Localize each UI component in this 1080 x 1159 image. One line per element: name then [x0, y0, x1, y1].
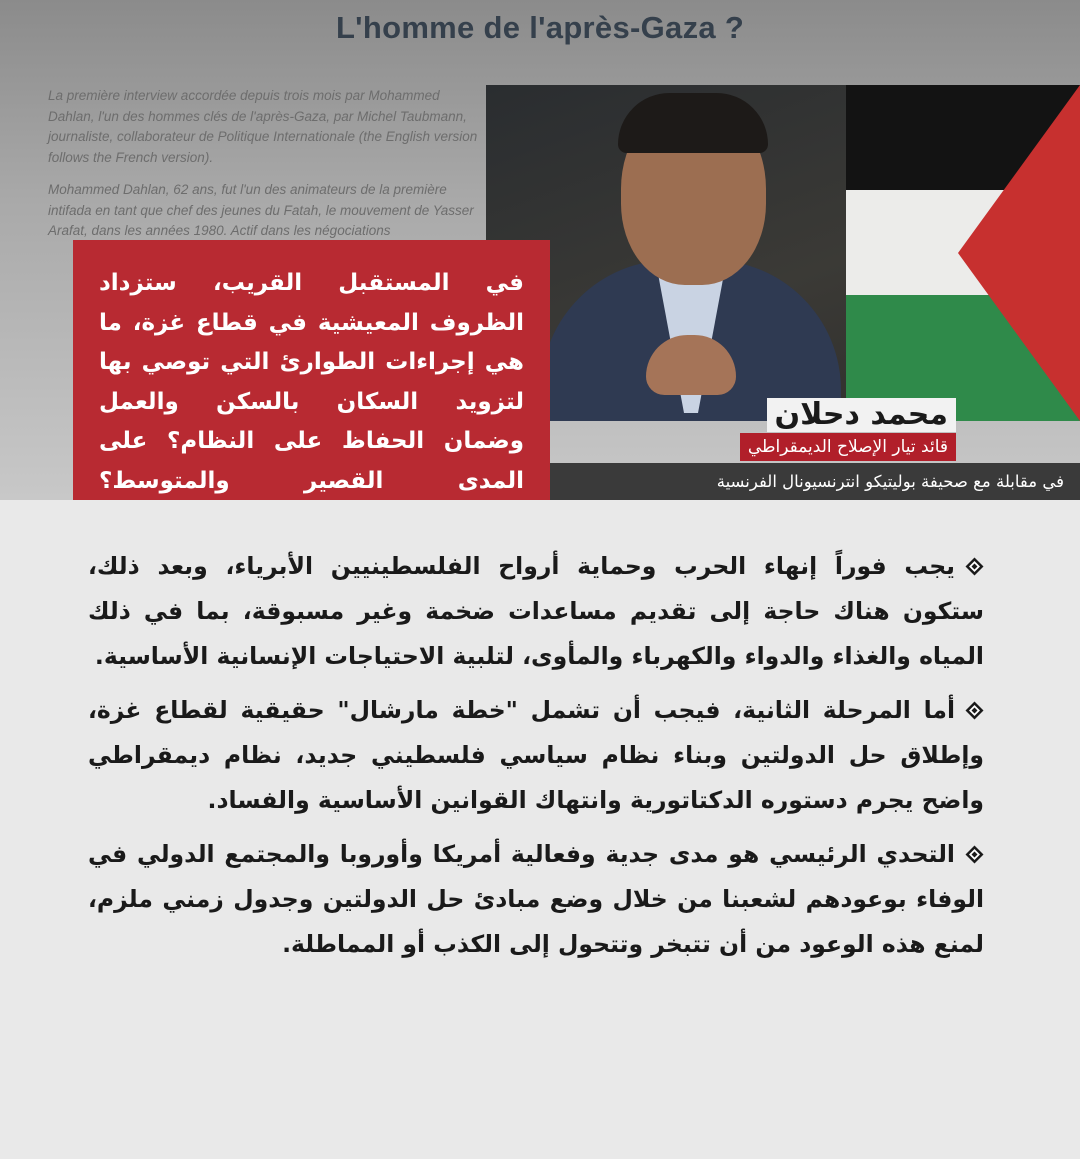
background-article — [48, 86, 488, 254]
speaker-name: محمد دحلان — [767, 398, 956, 432]
article-paragraph: La première interview accordée depuis trois mois par Mohammed Dahlan, l'un des hommes clés de l'après-Gaza, par Michel Taubmann, journaliste, collaborateur de Politique Internationale (the English version follows the French version). — [48, 88, 478, 165]
answer-text: أما المرحلة الثانية، فيجب أن تشمل "خطة مارشال" حقيقية لقطاع غزة، وإطلاق حل الدولتين وبناء نظام سياسي فلسطيني جديد، نظام ديمقراطي واضح يجرم دستوره الدكتاتورية وانتهاك القوانين الأساسية والفساد. — [88, 696, 984, 814]
question-box: في المستقبل القريب، ستزداد الظروف المعيشية في قطاع غزة، ما هي إجراءات الطوارئ التي توصي بها لتزويد السكان بالسكن والعمل وضمان الحفاظ على النظام؟ على المدى القصير والمتوسط؟ — [73, 240, 550, 500]
answer-paragraph — [88, 832, 984, 967]
interview-caption: في مقابلة مع صحيفة بوليتيكو انترنسيونال الفرنسية — [486, 463, 1080, 500]
answer-text: التحدي الرئيسي هو مدى جدية وفعالية أمريكا وأوروبا والمجتمع الدولي في الوفاء بوعودهم لشعبنا من خلال وضع مبادئ حل الدولتين وجدول زمني ملزم، لمنع هذه الوعود من أن تتبخر وتتحول إلى الكذب أو المماطلة. — [88, 840, 984, 958]
diamond-bullet-icon — [965, 701, 984, 720]
speaker-photo — [486, 85, 1080, 421]
speaker-title: قائد تيار الإصلاح الديمقراطي — [740, 433, 956, 461]
diamond-bullet-icon — [965, 557, 984, 576]
person-hair — [618, 93, 768, 153]
answer-paragraph — [88, 544, 984, 679]
header-section — [0, 0, 1080, 500]
diamond-bullet-icon — [965, 845, 984, 864]
answer-paragraph — [88, 688, 984, 823]
article-paragraph: Mohammed Dahlan, 62 ans, fut l'un des animateurs de la première intifada en tant que chef des jeunes du Fatah, le mouvement de Yasser Arafat, dans les années 1980. Actif dans les négociations — [48, 182, 474, 238]
answers-section — [88, 544, 984, 976]
answer-text: يجب فوراً إنهاء الحرب وحماية أرواح الفلسطينيين الأبرياء، وبعد ذلك، ستكون هناك حاجة إلى تقديم مساعدات ضخمة وغير مسبوقة، بما في ذلك المياه والغذاء والدواء والكهرباء والمأوى، لتلبية الاحتياجات الإنسانية الأساسية. — [88, 552, 984, 670]
page-title: L'homme de l'après-Gaza ? — [335, 10, 745, 45]
flag-triangle-red — [958, 85, 1080, 421]
